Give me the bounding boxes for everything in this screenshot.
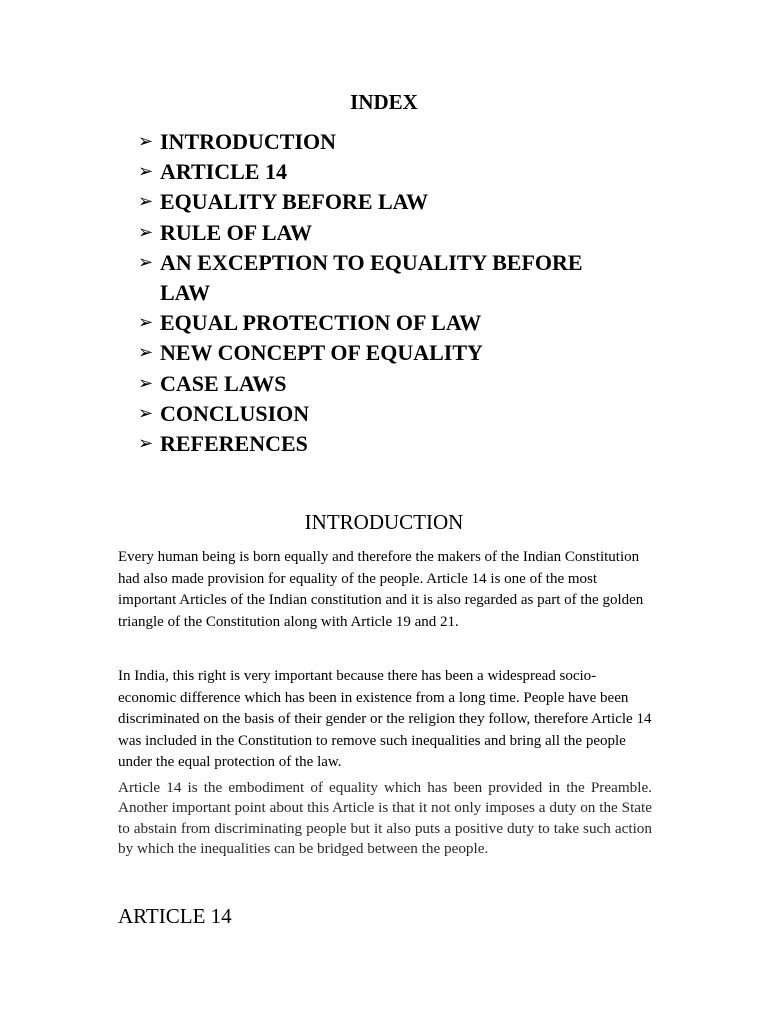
introduction-paragraph-3: Article 14 is the embodiment of equality which has been provided in the Preamble. Another important point about this Article is that it not only imposes a duty on the State to abstain from discriminating people but it also puts a positive duty to take such action by which the inequalities can be bridged between the people. — [118, 779, 652, 858]
arrowhead-bullet-icon: ➢ — [138, 402, 154, 424]
arrowhead-bullet-icon: ➢ — [138, 433, 154, 455]
index-item-label: EQUAL PROTECTION OF LAW — [160, 310, 482, 336]
arrowhead-bullet-icon: ➢ — [138, 191, 154, 213]
index-item-rule-of-law — [138, 218, 638, 248]
arrowhead-bullet-icon: ➢ — [138, 372, 154, 394]
arrowhead-bullet-icon: ➢ — [138, 221, 154, 243]
index-item-label: NEW CONCEPT OF EQUALITY — [160, 340, 483, 366]
arrowhead-bullet-icon: ➢ — [138, 342, 154, 364]
index-title: INDEX — [350, 90, 418, 114]
index-item-article-14 — [138, 157, 638, 187]
index-item-label: AN EXCEPTION TO EQUALITY BEFORE LAW — [160, 249, 583, 306]
index-item-label: CASE LAWS — [160, 370, 287, 396]
arrowhead-bullet-icon: ➢ — [138, 312, 154, 334]
arrowhead-bullet-icon: ➢ — [138, 251, 154, 273]
index-item-references — [138, 429, 638, 459]
index-item-case-laws — [138, 369, 638, 399]
index-list — [138, 127, 638, 459]
index-item-equality-before-law — [138, 187, 638, 217]
introduction-paragraph-1: Every human being is born equally and therefore the makers of the Indian Constitution had also made provision for equality of the people. Article 14 is one of the most important Articles of the Indian constitution and it is also regarded as part of the golden triangle of the Constitution along with Article 19 and 21. — [118, 549, 644, 630]
introduction-heading: INTRODUCTION — [304, 510, 464, 534]
index-item-new-concept — [138, 338, 638, 368]
index-item-label: INTRODUCTION — [160, 129, 337, 154]
arrowhead-bullet-icon: ➢ — [138, 161, 154, 183]
article-14-heading: ARTICLE 14 — [118, 904, 232, 928]
index-item-introduction — [138, 127, 638, 157]
index-item-conclusion — [138, 399, 638, 429]
index-item-label: EQUALITY BEFORE LAW — [160, 189, 429, 215]
arrowhead-bullet-icon: ➢ — [138, 131, 154, 152]
index-item-label: ARTICLE 14 — [160, 159, 287, 185]
index-item-label: REFERENCES — [160, 431, 308, 457]
introduction-paragraph-2: In India, this right is very important because there has been a widespread socio-economic difference which has been in existence from a long time. People have been discriminated on the basis of their gender or the religion they follow, therefore Article 14 was included in the Constitution to remove such inequalities and bring all the people under the equal protection of the law. — [118, 668, 652, 770]
index-item-label: CONCLUSION — [160, 400, 310, 426]
index-item-label: RULE OF LAW — [160, 219, 312, 245]
index-item-equal-protection — [138, 308, 638, 338]
index-item-exception — [138, 248, 638, 308]
